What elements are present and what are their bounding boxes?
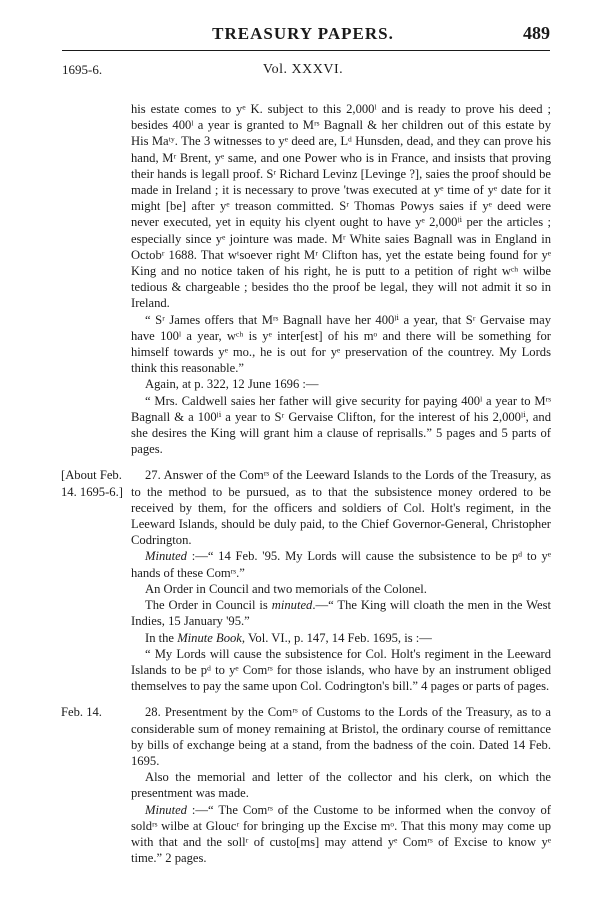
order-minuted-prefix: The Order in Council is bbox=[145, 598, 272, 613]
page-body bbox=[61, 101, 551, 866]
minuted-label: Minuted bbox=[145, 549, 187, 564]
entry-27-order-minuted bbox=[131, 597, 551, 629]
entry-27-order: An Order in Council and two memorials of the Colonel. bbox=[145, 581, 427, 596]
minuted-text: :—“ 14 Feb. '95. My Lords will cause the subsistence to be pᵈ to yᵉ hands of these Comʳˢ.” bbox=[131, 549, 551, 580]
entry-27-text: 27. Answer of the Comʳˢ of the Leeward Islands to the Lords of the Treasury, as to the method to be pursued, as to that the subsistence money ordered to be received by them, for the officers and soldiers of Col. Holt's regiment, in the Leeward Islands, should be duly paid, to the Chief Governor-General, Christopher Codrington. bbox=[131, 468, 551, 548]
volume-title: Vol. XXXVI. bbox=[262, 62, 344, 77]
volume-row bbox=[0, 62, 606, 82]
order-minuted-label: minuted bbox=[271, 598, 313, 613]
entry-28-date: Feb. 14. bbox=[61, 705, 102, 720]
entry-27 bbox=[61, 467, 551, 694]
minuted-label: Minuted bbox=[145, 802, 187, 817]
entry-28 bbox=[61, 704, 551, 866]
minuted-text: :—“ The Comʳˢ of the Custome to be informed when the convoy of soldʳˢ wilbe at Gloucʳ for bringing up the Excise mᵒ. That this mony may come up with that and the sollʳ of custo[ms] may attend yᵉ Comʳˢ of Excise to know yᵉ time.” 2 pages. bbox=[131, 802, 551, 866]
entry-27-minute-book bbox=[131, 630, 551, 646]
entry-27-quote: “ My Lords will cause the subsistence for Col. Holt's regiment in the Leeward Islands to be pᵈ to yᵉ Comʳˢ for those islands, who have by an instrument obliged themselves to pay the same upon Col. Codrington's bill.” 4 pages or parts of pages. bbox=[131, 646, 551, 694]
entry-28-minuted bbox=[131, 802, 551, 867]
paragraph-again: Again, at p. 322, 12 June 1696 :— bbox=[145, 377, 319, 392]
page-header bbox=[0, 22, 606, 48]
minute-book-label: Minute Book bbox=[177, 630, 242, 645]
running-title: TREASURY PAPERS. bbox=[212, 24, 394, 43]
entry-28-text: 28. Presentment by the Comʳˢ of Customs to the Lords of the Treasury, as to a considerable sum of money remaining at Bristol, the ordinary course of remittance by bills of exchange being at a stand, from the badness of the coin. Dated 14 Feb. 1695. bbox=[131, 705, 551, 768]
order-minuted-text: .—“ The King will cloath the men in the West Indies, 15 January '95.” bbox=[131, 598, 551, 629]
paragraph-continuation: his estate comes to yᵉ K. subject to this 2,000ˡ and is ready to prove his deed ; besides 400ˡ a year is granted to Mʳˢ Bagnall & her children out of this estate by His Maᵗʸ. The 3 witnesses to yᵉ deed are, Lᵈ Hunsden, dead, and they can prove his hand, Mʳ Brent, yᵉ same, and one Power who is in France, and insists that proving their hands is legall proof. Sʳ Richard Levinz [Levinge ?], saies the proof should be made in Ireland ; it is necessary to prove 'twas executed at yᵉ time of yᵉ date for it might [be] after yᵉ treason committed. Sʳ Thomas Powys saies if yᵉ deed were never executed, yet in equity his clyent ought to have yᵉ 2,000ˡⁱ per the articles ; especially since yᵉ jointure was made. Mʳ White saies Bagnall was in England in Octobʳ 1688. That wᵗsoever right Mʳ Clifton has, yet the estate being found for yᵉ King and no notice taken of his right, he is putt to a petition of right wᶜʰ wilbe tedious & chargeable ; besides tho the proof be legal, they will not admit it so in Ireland. bbox=[131, 102, 551, 311]
volume-date: 1695-6. bbox=[62, 62, 103, 77]
minute-book-ref: , Vol. VI., p. 147, 14 Feb. 1695, is :— bbox=[241, 630, 432, 645]
paragraph-quote-james: “ Sʳ James offers that Mʳˢ Bagnall have her 400ˡⁱ a year, that Sʳ Gervaise may have 100ˡ a year, wᶜʰ is yᵉ inter[est] of his mᵒ and there will be something for himself towards yᵉ mo., he is out for yᵉ preservation of the countrey. My Lords think this reasonable.” bbox=[131, 312, 551, 376]
entry-28-also: Also the memorial and letter of the collector and his clerk, on which the presentment was made. bbox=[131, 770, 551, 801]
paragraph-quote-caldwell: “ Mrs. Caldwell saies her father will give security for paying 400ˡ a year to Mʳˢ Bagnall & a 100ˡⁱ a year to Sʳ Gervaise Clifton, for the interest of his 2,000ˡⁱ, and she desires the King will grant him a clause of reprisalls.” 5 pages and 5 parts of pages. bbox=[131, 393, 551, 457]
entry-27-date: [About Feb. 14. 1695-6.] bbox=[61, 468, 123, 499]
entry-27-minuted bbox=[131, 548, 551, 580]
minute-book-prefix: In the bbox=[145, 630, 178, 645]
page-number: 489 bbox=[523, 23, 550, 43]
header-rule bbox=[62, 50, 550, 51]
